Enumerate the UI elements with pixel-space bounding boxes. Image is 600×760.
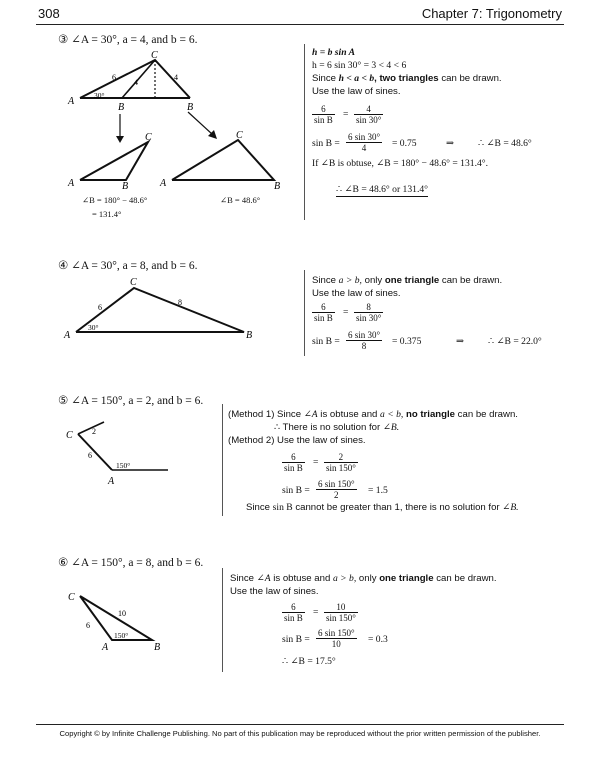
caption-left-2: = 131.4°	[92, 209, 122, 219]
copyright-text: Copyright © by Infinite Challenge Publishing. No part of this publication may be reproduced without the prior written permission of the publisher.	[59, 729, 541, 738]
svg-text:A: A	[68, 178, 75, 189]
problem-5-diagram	[60, 418, 180, 488]
svg-text:B: B	[274, 181, 281, 192]
divider-3	[304, 44, 305, 220]
footer-rule	[36, 724, 564, 725]
problem-5-solution: (Method 1) Since ∠A is obtuse and a < b, no triangle can be drawn. ∴ There is no solution for ∠B. (Method 2) Use the law of sines.	[228, 409, 518, 446]
answer-3: ∴ ∠B = 48.6° or 131.4°	[336, 184, 428, 195]
svg-text:6: 6	[98, 303, 102, 312]
svg-text:C: C	[130, 277, 137, 288]
law-text: Use the law of sines.	[312, 86, 401, 97]
svg-text:A: A	[160, 178, 167, 189]
problem-5-statement: ⑤ ∠A = 150°, a = 2, and b = 6.	[58, 395, 204, 407]
svg-text:B: B	[246, 330, 253, 341]
svg-text:C: C	[66, 430, 73, 441]
svg-text:C: C	[145, 132, 152, 143]
problem-3-statement: ③ ∠A = 30°, a = 4, and b = 6.	[58, 34, 198, 46]
svg-text:B: B	[154, 642, 161, 653]
problem-4-diagram	[60, 272, 270, 342]
problem-6-statement: ⑥ ∠A = 150°, a = 8, and b = 6.	[58, 557, 204, 569]
h-calc: h = 6 sin 30° = 3 < 4 < 6	[312, 60, 407, 71]
svg-text:A: A	[64, 330, 71, 341]
svg-text:10: 10	[118, 609, 126, 618]
formula-h: h = b sin A	[312, 47, 355, 58]
problem-6-diagram	[60, 584, 180, 654]
svg-text:A: A	[108, 476, 115, 487]
svg-text:2: 2	[92, 427, 96, 436]
problem-4-solution: Since a > b, only one triangle can be drawn. Use the law of sines.	[312, 275, 503, 299]
svg-text:C: C	[68, 592, 75, 603]
ratio-right: 4 sin 30°	[356, 104, 382, 125]
obtuse-line: If ∠B is obtuse, ∠B = 180° − 48.6° = 131.4°.	[312, 158, 488, 169]
header-rule	[36, 24, 564, 25]
svg-text:6: 6	[112, 73, 116, 82]
svg-text:B: B	[187, 102, 194, 113]
page-number: 308	[38, 6, 60, 21]
svg-text:A: A	[68, 96, 75, 107]
divider-4	[304, 270, 305, 356]
svg-text:C: C	[236, 130, 243, 141]
divider-6	[222, 568, 223, 672]
svg-text:8: 8	[178, 298, 182, 307]
final-statement-5: Since sin B cannot be greater than 1, there is no solution for ∠B.	[246, 502, 519, 513]
caption-left-1: ∠B = 180° − 48.6°	[82, 195, 148, 205]
svg-text:4: 4	[134, 78, 138, 87]
problem-3-solution: h = b sin A h = 6 sin 30° = 3 < 4 < 6 Since h < a < b, two triangles can be drawn. Use the law of sines.	[312, 47, 502, 97]
svg-text:30°: 30°	[94, 91, 105, 100]
svg-text:150°: 150°	[114, 631, 129, 640]
divider-5	[222, 404, 223, 516]
problem-4-statement: ④ ∠A = 30°, a = 8, and b = 6.	[58, 260, 198, 272]
svg-text:150°: 150°	[116, 461, 131, 470]
ratio-left: 6 sin B	[314, 104, 333, 125]
svg-text:30°: 30°	[88, 323, 99, 332]
svg-text:B: B	[118, 102, 125, 113]
label-c: C	[151, 50, 158, 61]
svg-text:4: 4	[174, 73, 178, 82]
caption-right: ∠B = 48.6°	[220, 195, 261, 205]
chapter-title: Chapter 7: Trigonometry	[421, 6, 562, 21]
svg-text:6: 6	[86, 621, 90, 630]
svg-text:6: 6	[88, 451, 92, 460]
problem-6-solution: Since ∠A is obtuse and a > b, only one triangle can be drawn. Use the law of sines.	[230, 573, 497, 597]
svg-text:B: B	[122, 181, 129, 192]
svg-text:A: A	[102, 642, 109, 653]
